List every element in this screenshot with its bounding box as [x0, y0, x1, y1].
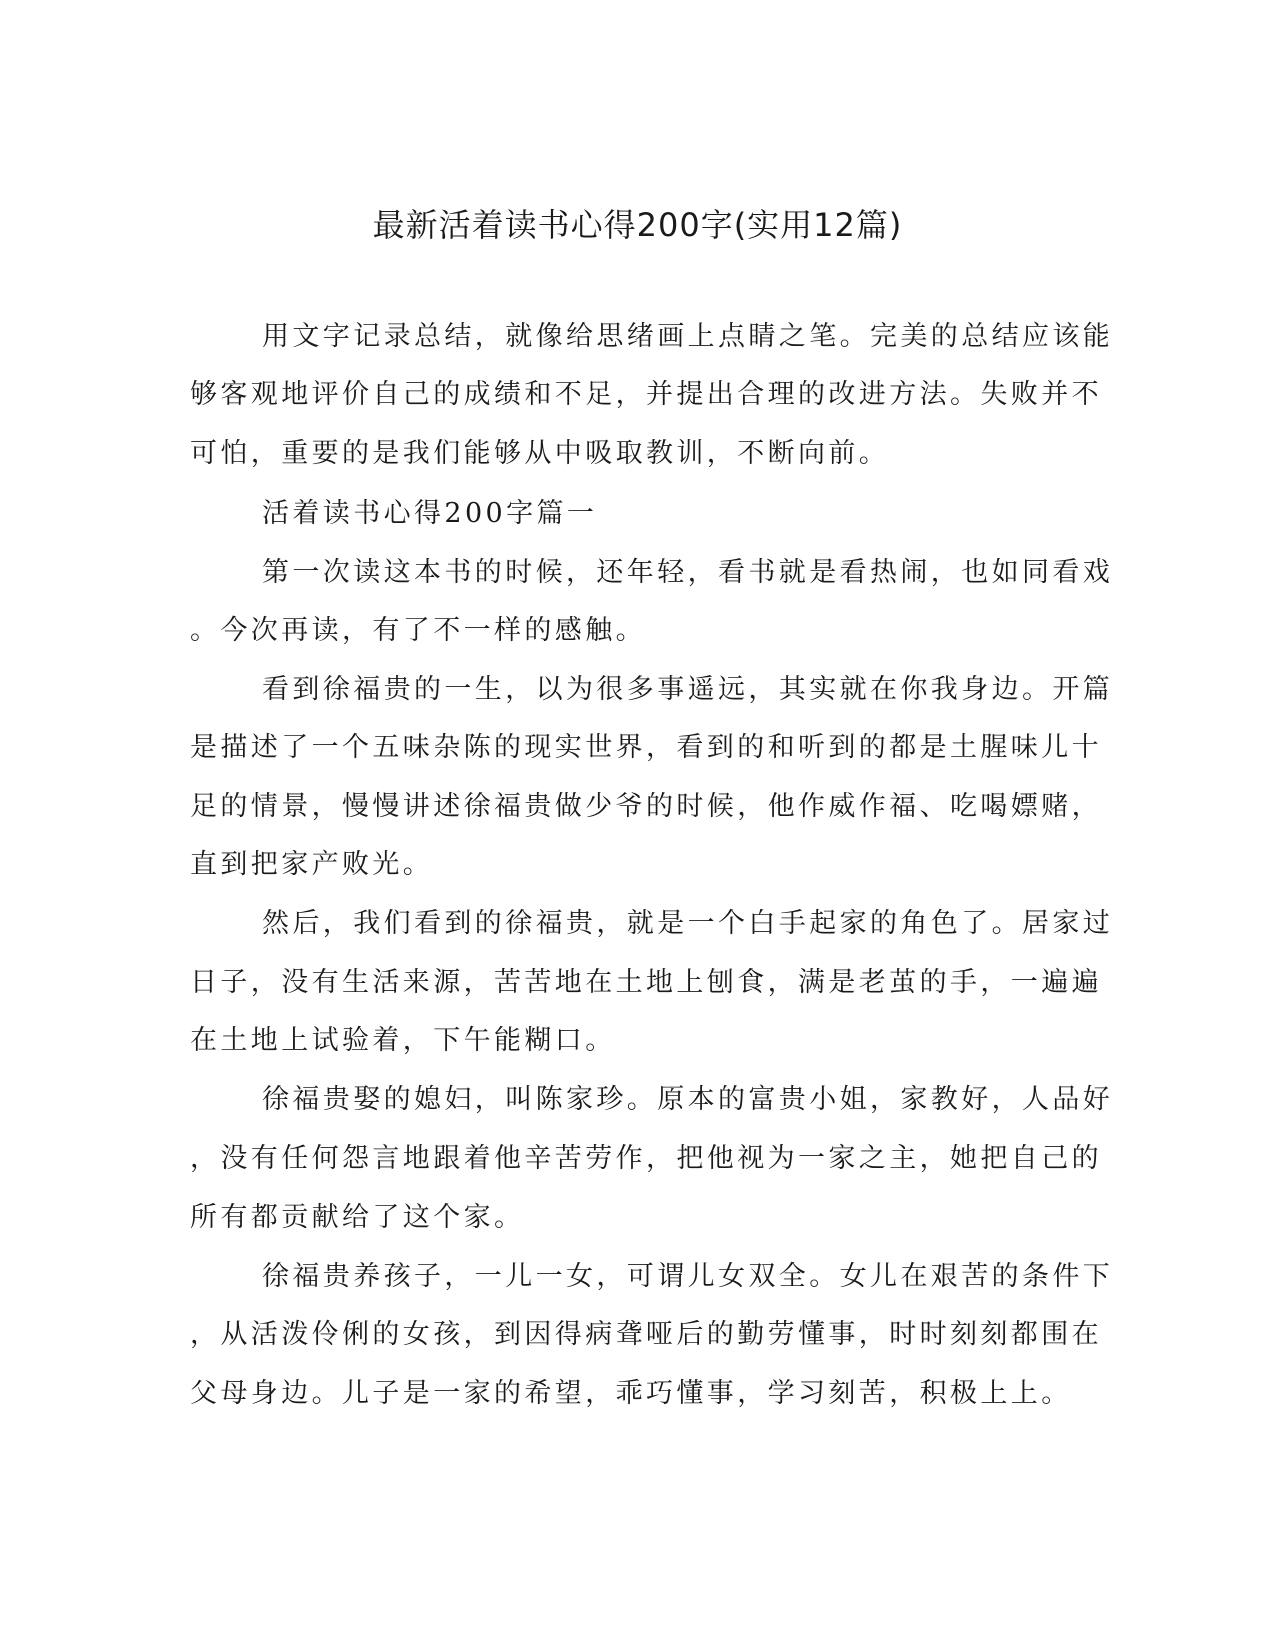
paragraph-line: 是描述了一个五味杂陈的现实世界，看到的和听到的都是土腥味儿十	[190, 732, 1102, 763]
paragraph-line: 用文字记录总结，就像给思绪画上点睛之笔。完美的总结应该能	[262, 321, 1114, 352]
document-title: 最新活着读书心得200字(实用12篇)	[372, 206, 903, 244]
paragraph-line: 够客观地评价自己的成绩和不足，并提出合理的改进方法。失败并不	[190, 379, 1102, 410]
paragraph-line: 所有都贡献给了这个家。	[190, 1202, 525, 1233]
paragraph-line: 。今次再读，有了不一样的感触。	[190, 615, 646, 646]
paragraph-line: 在土地上试验着，下午能糊口。	[190, 1025, 616, 1056]
paragraph-line: 足的情景，慢慢讲述徐福贵做少爷的时候，他作威作福、吃喝嫖赌，	[190, 791, 1102, 822]
paragraph-line: ，从活泼伶俐的女孩，到因得病聋哑后的勤劳懂事，时时刻刻都围在	[190, 1319, 1102, 1350]
paragraph-line: 直到把家产败光。	[190, 849, 434, 880]
paragraph-line: 看到徐福贵的一生，以为很多事遥远，其实就在你我身边。开篇	[262, 674, 1114, 705]
paragraph-line: 第一次读这本书的时候，还年轻，看书就是看热闹，也如同看戏	[262, 557, 1114, 588]
paragraph-line: 徐福贵娶的媳妇，叫陈家珍。原本的富贵小姐，家教好，人品好	[262, 1084, 1114, 1115]
section-heading: 活着读书心得200字篇一	[262, 498, 598, 529]
paragraph-line: 然后，我们看到的徐福贵，就是一个白手起家的角色了。居家过	[262, 908, 1114, 939]
paragraph-line: ，没有任何怨言地跟着他辛苦劳作，把他视为一家之主，她把自己的	[190, 1143, 1102, 1174]
paragraph-line: 父母身边。儿子是一家的希望，乖巧懂事，学习刻苦，积极上上。	[190, 1378, 1072, 1409]
paragraph-line: 可怕，重要的是我们能够从中吸取教训，不断向前。	[190, 438, 890, 469]
paragraph-line: 徐福贵养孩子，一儿一女，可谓儿女双全。女儿在艰苦的条件下	[262, 1261, 1114, 1292]
paragraph-line: 日子，没有生活来源，苦苦地在土地上刨食，满是老茧的手，一遍遍	[190, 967, 1102, 998]
